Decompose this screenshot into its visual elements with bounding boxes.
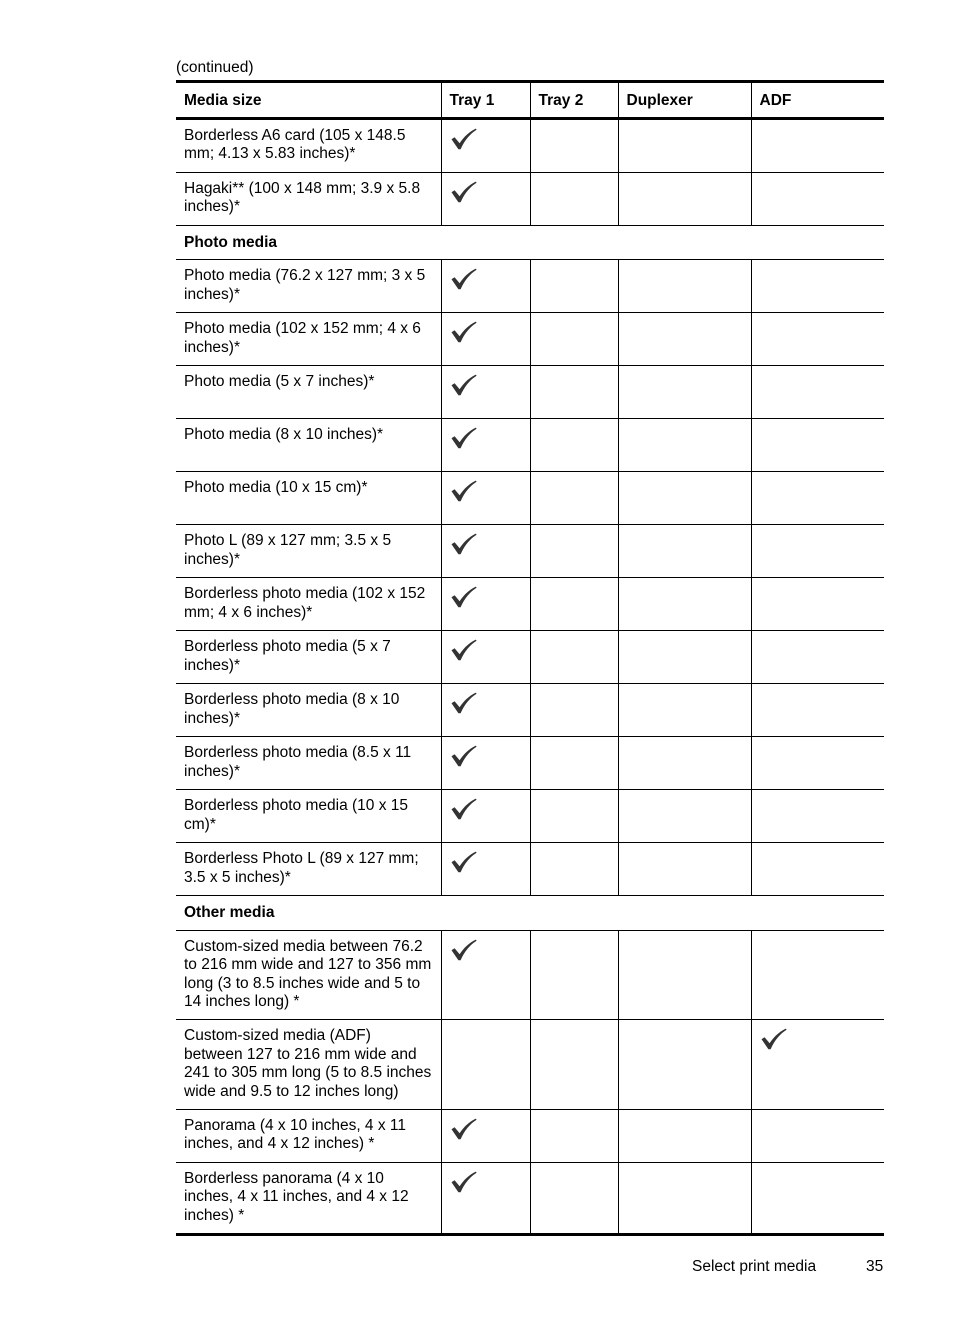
table-row — [176, 578, 884, 631]
tray-2-cell — [530, 930, 618, 1020]
media-size-cell: Borderless photo media (8 x 10 inches)* — [176, 684, 441, 737]
adf-cell — [751, 631, 884, 684]
duplexer-cell — [618, 930, 751, 1020]
table-header — [176, 82, 884, 119]
adf-cell — [751, 1110, 884, 1163]
table-body — [176, 119, 884, 1235]
tray-1-cell — [441, 578, 530, 631]
tray-1-cell — [441, 1020, 530, 1110]
table-row — [176, 684, 884, 737]
table-row — [176, 843, 884, 896]
adf-cell — [751, 843, 884, 896]
continued-label: (continued) — [176, 59, 254, 76]
section-heading: Photo media — [176, 226, 884, 260]
column-header-adf: ADF — [751, 82, 884, 119]
adf-cell — [751, 173, 884, 226]
adf-cell — [751, 790, 884, 843]
table-row — [176, 419, 884, 472]
checkmark-icon — [450, 692, 477, 714]
table-row — [176, 930, 884, 1020]
checkmark-icon — [760, 1028, 787, 1050]
checkmark-icon — [450, 268, 477, 290]
duplexer-cell — [618, 173, 751, 226]
media-size-cell: Borderless photo media (102 x 152 mm; 4 x 6 inches)* — [176, 578, 441, 631]
table-row — [176, 737, 884, 790]
checkmark-icon — [450, 480, 477, 502]
media-size-cell: Photo media (76.2 x 127 mm; 3 x 5 inches)* — [176, 260, 441, 313]
adf-cell — [751, 525, 884, 578]
tray-1-cell — [441, 119, 530, 173]
tray-1-cell — [441, 631, 530, 684]
tray-1-cell — [441, 366, 530, 419]
table-row — [176, 790, 884, 843]
tray-2-cell — [530, 260, 618, 313]
tray-2-cell — [530, 366, 618, 419]
media-size-cell: Borderless panorama (4 x 10 inches, 4 x 11 inches, and 4 x 12 inches) * — [176, 1163, 441, 1235]
media-size-cell: Hagaki** (100 x 148 mm; 3.9 x 5.8 inches)* — [176, 173, 441, 226]
media-size-cell: Photo media (8 x 10 inches)* — [176, 419, 441, 472]
tray-1-cell — [441, 525, 530, 578]
duplexer-cell — [618, 260, 751, 313]
tray-2-cell — [530, 578, 618, 631]
tray-1-cell — [441, 313, 530, 366]
media-size-cell: Borderless photo media (8.5 x 11 inches)* — [176, 737, 441, 790]
adf-cell — [751, 366, 884, 419]
duplexer-cell — [618, 419, 751, 472]
table-row — [176, 1163, 884, 1235]
duplexer-cell — [618, 1110, 751, 1163]
adf-cell — [751, 684, 884, 737]
tray-1-cell — [441, 737, 530, 790]
header-row — [176, 82, 884, 119]
duplexer-cell — [618, 366, 751, 419]
checkmark-icon — [450, 533, 477, 555]
duplexer-cell — [618, 525, 751, 578]
adf-cell — [751, 1020, 884, 1110]
tray-2-cell — [530, 1020, 618, 1110]
tray-1-cell — [441, 684, 530, 737]
media-size-table — [176, 80, 884, 1236]
tray-1-cell — [441, 930, 530, 1020]
tray-1-cell — [441, 173, 530, 226]
tray-2-cell — [530, 419, 618, 472]
checkmark-icon — [450, 798, 477, 820]
table-row — [176, 119, 884, 173]
section-row — [176, 896, 884, 930]
tray-2-cell — [530, 1163, 618, 1235]
checkmark-icon — [450, 586, 477, 608]
tray-2-cell — [530, 684, 618, 737]
table-row — [176, 366, 884, 419]
adf-cell — [751, 472, 884, 525]
media-size-cell: Custom-sized media between 76.2 to 216 mm wide and 127 to 356 mm long (3 to 8.5 inches wide and 5 to 14 inches long) * — [176, 930, 441, 1020]
checkmark-icon — [450, 374, 477, 396]
table-row — [176, 173, 884, 226]
adf-cell — [751, 578, 884, 631]
column-header-tray-2: Tray 2 — [530, 82, 618, 119]
tray-2-cell — [530, 525, 618, 578]
duplexer-cell — [618, 790, 751, 843]
table-row — [176, 1020, 884, 1110]
media-size-cell: Borderless A6 card (105 x 148.5 mm; 4.13 x 5.83 inches)* — [176, 119, 441, 173]
tray-1-cell — [441, 260, 530, 313]
duplexer-cell — [618, 472, 751, 525]
duplexer-cell — [618, 578, 751, 631]
media-size-cell: Borderless photo media (5 x 7 inches)* — [176, 631, 441, 684]
media-size-cell: Photo media (10 x 15 cm)* — [176, 472, 441, 525]
table-row — [176, 260, 884, 313]
checkmark-icon — [450, 128, 477, 150]
column-header-tray-1: Tray 1 — [441, 82, 530, 119]
media-size-cell: Photo media (102 x 152 mm; 4 x 6 inches)* — [176, 313, 441, 366]
table-row — [176, 313, 884, 366]
adf-cell — [751, 119, 884, 173]
adf-cell — [751, 1163, 884, 1235]
duplexer-cell — [618, 313, 751, 366]
tray-1-cell — [441, 843, 530, 896]
checkmark-icon — [450, 321, 477, 343]
tray-1-cell — [441, 790, 530, 843]
adf-cell — [751, 737, 884, 790]
tray-2-cell — [530, 790, 618, 843]
media-size-cell: Borderless Photo L (89 x 127 mm; 3.5 x 5 inches)* — [176, 843, 441, 896]
table-row — [176, 1110, 884, 1163]
duplexer-cell — [618, 1020, 751, 1110]
checkmark-icon — [450, 851, 477, 873]
tray-1-cell — [441, 472, 530, 525]
tray-2-cell — [530, 173, 618, 226]
checkmark-icon — [450, 181, 477, 203]
page-number: 35 — [866, 1258, 884, 1275]
adf-cell — [751, 930, 884, 1020]
tray-2-cell — [530, 631, 618, 684]
tray-2-cell — [530, 1110, 618, 1163]
column-header-media-size: Media size — [176, 82, 441, 119]
checkmark-icon — [450, 639, 477, 661]
table-row — [176, 631, 884, 684]
checkmark-icon — [450, 1171, 477, 1193]
duplexer-cell — [618, 631, 751, 684]
table-row — [176, 525, 884, 578]
duplexer-cell — [618, 843, 751, 896]
tray-1-cell — [441, 419, 530, 472]
duplexer-cell — [618, 684, 751, 737]
tray-1-cell — [441, 1110, 530, 1163]
tray-1-cell — [441, 1163, 530, 1235]
adf-cell — [751, 313, 884, 366]
table-row — [176, 472, 884, 525]
media-size-cell: Custom-sized media (ADF) between 127 to 216 mm wide and 241 to 305 mm long (5 to 8.5 inches wide and 9.5 to 12 inches long) — [176, 1020, 441, 1110]
adf-cell — [751, 419, 884, 472]
section-heading: Other media — [176, 896, 884, 930]
checkmark-icon — [450, 745, 477, 767]
media-size-cell: Photo L (89 x 127 mm; 3.5 x 5 inches)* — [176, 525, 441, 578]
checkmark-icon — [450, 1118, 477, 1140]
tray-2-cell — [530, 313, 618, 366]
adf-cell — [751, 260, 884, 313]
checkmark-icon — [450, 939, 477, 961]
section-row — [176, 226, 884, 260]
tray-2-cell — [530, 737, 618, 790]
media-size-cell: Borderless photo media (10 x 15 cm)* — [176, 790, 441, 843]
tray-2-cell — [530, 472, 618, 525]
tray-2-cell — [530, 843, 618, 896]
footer-section-title: Select print media — [692, 1258, 817, 1275]
column-header-duplexer: Duplexer — [618, 82, 751, 119]
tray-2-cell — [530, 119, 618, 173]
checkmark-icon — [450, 427, 477, 449]
duplexer-cell — [618, 119, 751, 173]
duplexer-cell — [618, 1163, 751, 1235]
duplexer-cell — [618, 737, 751, 790]
media-size-cell: Photo media (5 x 7 inches)* — [176, 366, 441, 419]
media-size-cell: Panorama (4 x 10 inches, 4 x 11 inches, and 4 x 12 inches) * — [176, 1110, 441, 1163]
